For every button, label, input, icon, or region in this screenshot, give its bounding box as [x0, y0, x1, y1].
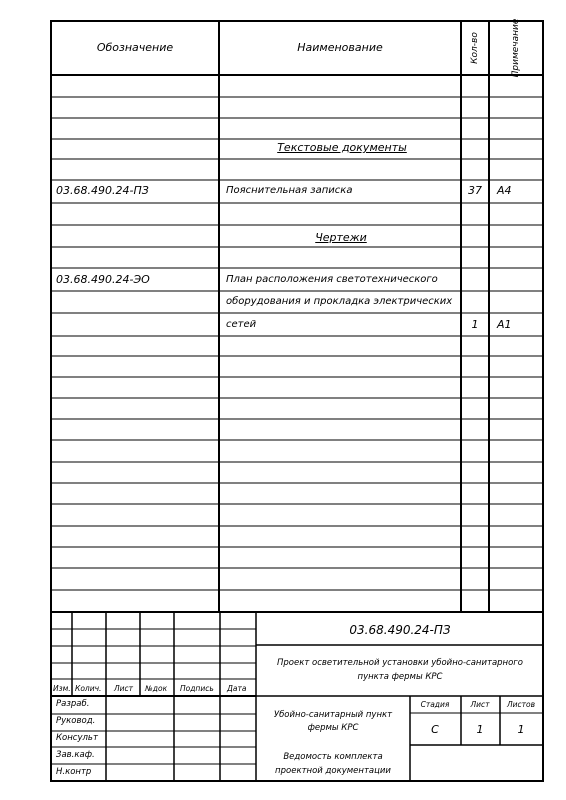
col-list: Лист — [114, 684, 134, 693]
doc1-name: Пояснительная записка — [226, 185, 353, 196]
section-drawings: Чертежи — [315, 231, 367, 244]
doc1-code: 03.68.490.24-ПЗ — [56, 184, 149, 197]
doc2-name-line1: План расположения светотехнического — [226, 274, 438, 285]
titleblock-project-line2: пункта фермы КРС — [357, 672, 443, 682]
stage-label: Стадия — [420, 700, 450, 709]
doc1-qty: 37 — [468, 184, 482, 197]
sheets-label: Листов — [506, 700, 536, 709]
doctitle-line1: Ведомость комплекта — [283, 752, 383, 762]
doc2-name-line2: оборудования и прокладка электрических — [226, 296, 453, 307]
col-data: Дата — [227, 684, 247, 693]
header-note: Примечание — [511, 18, 521, 78]
section-text-documents: Текстовые документы — [277, 141, 407, 154]
col-kolich: Колич. — [75, 684, 102, 693]
sheet-label: Лист — [470, 700, 490, 709]
role-razrab: Разраб. — [56, 699, 90, 709]
doc2-qty: 1 — [471, 318, 479, 331]
titleblock-doc-code: 03.68.490.24-ПЗ — [349, 623, 451, 637]
stage-value: С — [431, 723, 439, 736]
header-qty: Кол-во — [470, 32, 480, 64]
col-podpis: Подпись — [180, 684, 214, 693]
titleblock-project-line1: Проект осветительной установки убойно-санитарного — [277, 658, 523, 668]
header-designation: Обозначение — [96, 41, 174, 54]
doc2-name-line3: сетей — [226, 319, 257, 330]
role-rukovod: Руковод. — [56, 716, 96, 726]
object-line1: Убойно-санитарный пункт — [273, 710, 393, 720]
doc2-code: 03.68.490.24-ЭО — [56, 273, 150, 286]
doc2-format: А1 — [497, 318, 512, 331]
col-izm: Изм. — [53, 684, 71, 693]
sheets-value: 1 — [517, 723, 525, 736]
object-line2: фермы КРС — [307, 723, 359, 733]
sheet-value: 1 — [476, 723, 484, 736]
role-zavkaf: Зав.каф. — [56, 750, 95, 760]
header-name: Наименование — [297, 41, 383, 54]
doctitle-line2: проектной документации — [275, 766, 391, 776]
doc1-format: А4 — [497, 184, 512, 197]
col-ndok: №док — [145, 684, 168, 693]
role-nkontr: Н.контр — [56, 767, 92, 777]
role-konsult: Консульт — [56, 733, 98, 743]
